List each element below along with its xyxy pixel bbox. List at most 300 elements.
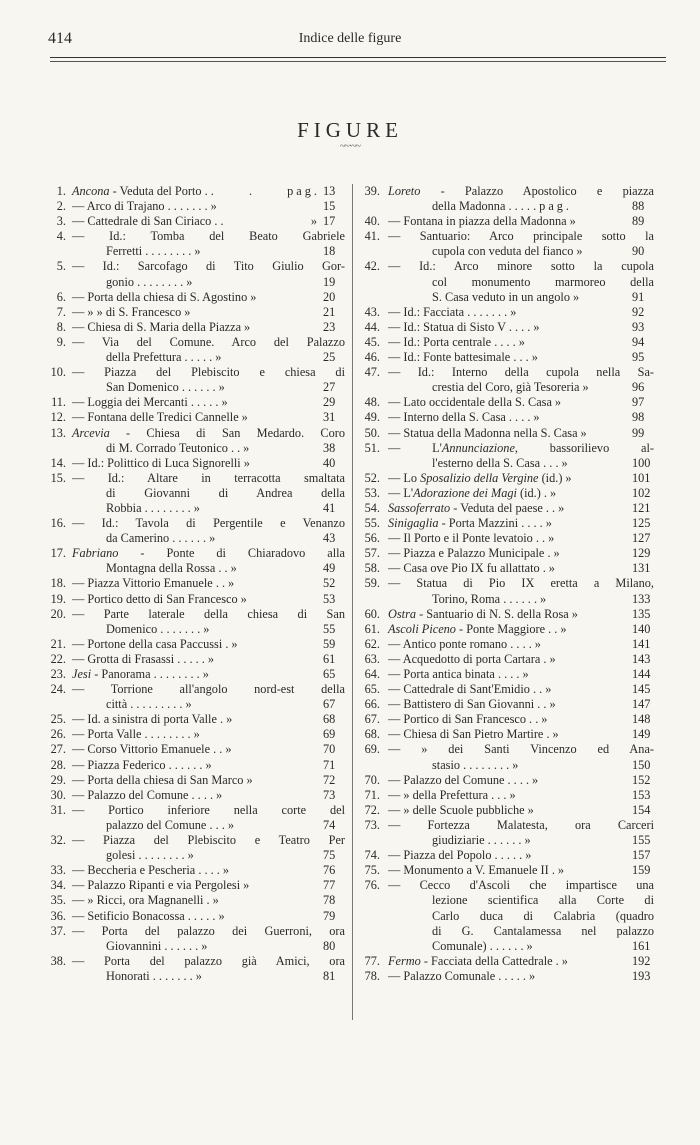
figure-number: 53. bbox=[364, 485, 380, 500]
dot-leader: » bbox=[540, 591, 550, 606]
entry-text bbox=[72, 456, 241, 471]
dot-leader: » bbox=[241, 410, 251, 425]
entry-caption: - Porta Mazzini . . . . bbox=[438, 516, 543, 531]
figure-entry bbox=[48, 546, 345, 576]
entry-text bbox=[388, 410, 530, 425]
dot-leader: » bbox=[553, 546, 563, 561]
page-ref: 149 bbox=[632, 727, 651, 742]
figure-entry bbox=[48, 229, 345, 259]
dot-leader: » bbox=[221, 395, 231, 410]
dot-leader: » bbox=[558, 500, 568, 515]
entry-line bbox=[360, 833, 654, 848]
page-ref: 159 bbox=[632, 863, 651, 878]
entry-line bbox=[48, 410, 345, 425]
entry-caption: — Palazzo del Comune . . . . bbox=[72, 787, 214, 802]
entry-line bbox=[360, 773, 654, 788]
entry-text bbox=[432, 592, 537, 607]
entry-text bbox=[72, 592, 238, 607]
entry-line bbox=[48, 229, 345, 244]
entry-caption: — Portone della casa Paccussi . bbox=[72, 636, 229, 651]
entry-caption: — Santuario: Arco principale sotto la bbox=[388, 229, 654, 244]
entry-line bbox=[360, 909, 654, 924]
entry-text bbox=[72, 742, 222, 757]
entry-caption: — Porta del palazzo già Amici, ora bbox=[72, 953, 345, 968]
dot-leader: » bbox=[194, 244, 204, 259]
section-title: FIGURE bbox=[297, 118, 403, 142]
entry-caption: — » della Prefettura . . . bbox=[388, 787, 507, 802]
figure-number: 54. bbox=[364, 500, 380, 515]
entry-line bbox=[48, 607, 345, 622]
entry-line bbox=[48, 441, 345, 456]
dot-leader: » bbox=[212, 893, 222, 908]
page-ref: 76 bbox=[323, 863, 336, 878]
dot-leader: » bbox=[573, 289, 583, 304]
figure-entry bbox=[48, 305, 345, 320]
page-ref: 18 bbox=[323, 244, 336, 259]
entry-caption: — Lo Sposalizio della Vergine (id.) bbox=[388, 470, 563, 485]
page-ref: 21 bbox=[323, 304, 336, 319]
figure-entry bbox=[360, 395, 654, 410]
entry-line bbox=[48, 365, 345, 380]
entry-line bbox=[360, 788, 654, 803]
entry-text bbox=[388, 622, 557, 637]
entry-caption: — Il Porto e il Ponte levatoio . . bbox=[388, 531, 546, 546]
dot-leader: » bbox=[510, 304, 520, 319]
figure-number: 69. bbox=[364, 742, 380, 757]
entry-line bbox=[48, 893, 345, 908]
entry-caption: — Id.: Facciata . . . . . . . bbox=[388, 304, 508, 319]
figure-entry bbox=[360, 184, 654, 214]
dot-leader: » bbox=[561, 455, 571, 470]
page-ref: 70 bbox=[323, 742, 336, 757]
entry-line bbox=[360, 350, 654, 365]
figure-number: 23. bbox=[50, 667, 66, 681]
dot-leader: » bbox=[215, 350, 225, 365]
figure-number: 41. bbox=[364, 229, 380, 244]
entry-caption: Montagna della Rossa . . bbox=[106, 561, 228, 576]
entry-line bbox=[360, 939, 654, 954]
figure-entry bbox=[48, 682, 345, 712]
page-ref: 99 bbox=[632, 425, 645, 440]
entry-caption: - Veduta del paese . . bbox=[450, 500, 556, 515]
figure-number: 70. bbox=[364, 772, 380, 787]
entry-caption: — Fontana in piazza della Madonna bbox=[388, 214, 567, 229]
figure-number: 43. bbox=[364, 304, 380, 319]
entry-caption: — Arco di Trajano . . . . . . . bbox=[72, 199, 208, 214]
dot-leader: » bbox=[187, 848, 197, 863]
figure-list-right bbox=[360, 184, 654, 984]
entry-line bbox=[48, 486, 345, 501]
dot-leader: » bbox=[230, 561, 240, 576]
figure-entry bbox=[48, 712, 345, 727]
figure-number: 22. bbox=[50, 651, 66, 666]
entry-line bbox=[360, 410, 654, 425]
dot-leader: » bbox=[218, 908, 228, 923]
entry-text bbox=[72, 909, 215, 924]
page-ref: 75 bbox=[323, 848, 336, 863]
entry-caption: col monumento marmoreo della bbox=[432, 274, 654, 289]
dot-leader: » bbox=[528, 968, 539, 983]
figure-entry bbox=[360, 471, 654, 486]
page-ref: 150 bbox=[632, 757, 651, 772]
entry-caption: — Porta della chiesa di S. Agostino bbox=[72, 289, 248, 304]
entry-caption: — Id.: Tomba del Beato Gabriele bbox=[72, 229, 345, 244]
entry-text bbox=[72, 184, 208, 199]
dot-leader: » bbox=[580, 425, 590, 440]
figure-entry bbox=[48, 335, 345, 365]
entry-line bbox=[48, 667, 345, 682]
entry-text bbox=[388, 531, 545, 546]
entry-text bbox=[388, 546, 551, 561]
page-ref: 71 bbox=[323, 757, 336, 772]
page-ref: 157 bbox=[632, 848, 651, 863]
figure-number: 74. bbox=[364, 848, 380, 863]
figure-number: 15. bbox=[50, 470, 66, 485]
dot-leader: » bbox=[533, 319, 543, 334]
figure-entry bbox=[360, 350, 654, 365]
entry-line bbox=[48, 531, 345, 546]
entry-text bbox=[388, 501, 555, 516]
entry-text bbox=[388, 335, 516, 350]
entry-text bbox=[72, 576, 225, 591]
figure-number: 34. bbox=[50, 878, 66, 893]
entry-text bbox=[388, 426, 578, 441]
figure-entry bbox=[360, 637, 654, 652]
page-ref: 91 bbox=[632, 289, 645, 304]
dot-leader: » bbox=[228, 576, 238, 591]
entry-text bbox=[106, 380, 216, 395]
entry-line bbox=[48, 758, 345, 773]
page-ref: 152 bbox=[632, 772, 651, 787]
entry-caption: Comunale) . . . . . . bbox=[432, 938, 524, 953]
page-ref: 101 bbox=[632, 470, 651, 485]
entry-line bbox=[48, 833, 345, 848]
place-name: Ascoli Piceno bbox=[388, 621, 456, 636]
figure-number: 47. bbox=[364, 365, 380, 380]
figure-entry bbox=[48, 516, 345, 546]
entry-text bbox=[388, 803, 525, 818]
page-ref: 95 bbox=[632, 350, 645, 365]
entry-text bbox=[388, 652, 546, 667]
page-ref: 13 bbox=[323, 184, 336, 198]
figure-number: 72. bbox=[364, 802, 380, 817]
dot-leader: » bbox=[531, 350, 541, 365]
entry-caption: di M. Corrado Teutonico . . bbox=[106, 440, 241, 455]
dot-leader: » bbox=[250, 289, 260, 304]
entry-text bbox=[72, 773, 243, 788]
dot-leader: » bbox=[226, 712, 236, 727]
figure-entry bbox=[48, 954, 345, 984]
entry-line bbox=[48, 652, 345, 667]
page-ref: 53 bbox=[323, 591, 336, 606]
entry-caption: Robbia . . . . . . . . bbox=[106, 500, 191, 515]
page-ref: 89 bbox=[632, 214, 645, 229]
entry-line bbox=[48, 214, 345, 229]
entry-line bbox=[360, 637, 654, 652]
entry-caption: della Prefettura . . . . . bbox=[106, 350, 213, 365]
figure-number: 9. bbox=[56, 334, 66, 349]
entry-text bbox=[72, 758, 202, 773]
entry-caption: — Monumento a V. Emanuele II . bbox=[388, 863, 555, 878]
figure-number: 26. bbox=[50, 727, 66, 742]
entry-line bbox=[48, 924, 345, 939]
entry-caption: — Chiesa di San Pietro Martire . bbox=[388, 727, 550, 742]
dot-leader: » bbox=[527, 802, 537, 817]
figure-number: 48. bbox=[364, 395, 380, 410]
entry-caption: palazzo del Comune . . . bbox=[106, 817, 225, 832]
entry-caption: San Domenico . . . . . . bbox=[106, 380, 216, 395]
column-divider bbox=[352, 184, 353, 1020]
place-name: Fermo bbox=[388, 953, 421, 968]
dot-leader: » bbox=[512, 757, 522, 772]
dot-leader: » bbox=[525, 848, 535, 863]
figure-entry bbox=[48, 667, 345, 682]
entry-caption: — Id.: Sarcofago di Tito Giulio Gor- bbox=[72, 259, 345, 274]
entry-caption: - Panorama . . . . . . . . bbox=[91, 667, 200, 681]
entry-caption: — Id.: Polittico di Luca Signorelli bbox=[72, 455, 241, 470]
dot-leader: . . pag. bbox=[210, 184, 320, 198]
figure-entry bbox=[360, 788, 654, 803]
place-name: Sinigaglia bbox=[388, 516, 439, 531]
place-name: Ostra bbox=[388, 606, 417, 621]
entry-caption: — Porta Valle . . . . . . . . bbox=[72, 727, 191, 742]
figure-entry bbox=[360, 426, 654, 441]
entry-line bbox=[360, 456, 654, 471]
entry-line bbox=[48, 954, 345, 969]
entry-text bbox=[72, 320, 241, 335]
dot-leader: » bbox=[209, 531, 219, 546]
entry-line bbox=[48, 305, 345, 320]
entry-caption: — Id.: Arco minore sotto la cupola bbox=[388, 259, 654, 274]
entry-line bbox=[48, 622, 345, 637]
entry-text bbox=[388, 788, 507, 803]
entry-line bbox=[48, 184, 345, 199]
figure-number: 56. bbox=[364, 531, 380, 546]
dot-leader: » bbox=[207, 651, 218, 666]
figure-entry bbox=[360, 501, 654, 516]
page-ref: 27 bbox=[323, 380, 336, 395]
entry-caption: — Battistero di San Giovanni . . bbox=[388, 697, 547, 712]
entry-caption: — Piazza e Palazzo Municipale . bbox=[388, 546, 551, 561]
entry-text bbox=[72, 214, 217, 229]
entry-text bbox=[106, 622, 200, 637]
dot-leader: » bbox=[216, 787, 226, 802]
place-name: Sassoferrato bbox=[388, 500, 451, 515]
dot-leader: » bbox=[202, 667, 212, 681]
figure-entry bbox=[48, 290, 345, 305]
page-ref: 20 bbox=[323, 289, 336, 304]
page-ref: 147 bbox=[632, 697, 651, 712]
figure-number: 35. bbox=[50, 893, 66, 908]
figure-number: 40. bbox=[364, 214, 380, 229]
dot-leader: » bbox=[565, 470, 575, 485]
entry-caption: — Id.: Tavola di Pergentile e Venanzo bbox=[72, 516, 345, 531]
title-ornament: ~~·~~ bbox=[340, 141, 360, 152]
entry-caption: Giovannini . . . . . . bbox=[106, 938, 199, 953]
dot-leader: » bbox=[532, 772, 542, 787]
entry-line bbox=[48, 426, 345, 441]
figure-entry bbox=[360, 335, 654, 350]
figure-number: 3. bbox=[56, 214, 66, 229]
entry-line bbox=[48, 275, 345, 290]
entry-line bbox=[48, 546, 345, 561]
entry-line bbox=[360, 199, 654, 214]
figure-entry bbox=[48, 576, 345, 591]
dot-leader: » bbox=[545, 682, 555, 697]
figure-number: 59. bbox=[364, 576, 380, 591]
entry-caption: giudiziarie . . . . . . bbox=[432, 833, 522, 848]
figure-number: 31. bbox=[50, 802, 66, 817]
entry-line bbox=[48, 939, 345, 954]
page-ref: 140 bbox=[632, 621, 651, 636]
dot-leader: » bbox=[184, 304, 194, 319]
running-title: Indice delle figure bbox=[298, 31, 402, 46]
figure-entry bbox=[360, 742, 654, 772]
entry-line bbox=[360, 320, 654, 335]
figure-number: 64. bbox=[364, 667, 380, 681]
figure-number: 51. bbox=[364, 440, 380, 455]
entry-text bbox=[72, 652, 205, 667]
page-ref: 79 bbox=[323, 908, 336, 923]
figure-entry bbox=[48, 607, 345, 637]
figure-number: 29. bbox=[50, 772, 66, 787]
entry-caption: — Setificio Bonacossa . . . . . bbox=[72, 908, 216, 923]
page-ref: 125 bbox=[632, 516, 651, 531]
entry-text bbox=[106, 697, 183, 712]
entry-caption: — Cattedrale di San Ciriaco . bbox=[72, 214, 218, 229]
entry-text bbox=[72, 893, 210, 908]
entry-line bbox=[48, 516, 345, 531]
page-ref: 90 bbox=[632, 244, 645, 259]
entry-caption: l'esterno della S. Casa . . . bbox=[432, 455, 559, 470]
figure-entry bbox=[360, 214, 654, 229]
entry-text bbox=[388, 607, 569, 622]
page-ref: 74 bbox=[323, 817, 336, 832]
entry-line bbox=[360, 652, 654, 667]
figure-number: 52. bbox=[364, 470, 380, 485]
entry-caption: gonio . . . . . . . . bbox=[106, 274, 184, 289]
entry-text bbox=[72, 199, 208, 214]
dot-leader: » bbox=[509, 787, 519, 802]
dot-leader: » bbox=[518, 334, 528, 349]
dot-leader: » bbox=[576, 244, 586, 259]
dot-leader: » bbox=[571, 606, 581, 621]
italic-title: Adorazione dei Magi bbox=[413, 485, 517, 500]
page-ref: 73 bbox=[323, 787, 336, 802]
figure-entry bbox=[360, 954, 654, 969]
dot-leader: » bbox=[240, 591, 250, 606]
entry-line bbox=[360, 290, 654, 305]
figure-entry bbox=[360, 410, 654, 425]
dot-leader: » bbox=[554, 395, 565, 410]
entry-line bbox=[360, 622, 654, 637]
entry-text bbox=[432, 456, 559, 471]
figure-entry bbox=[48, 471, 345, 516]
entry-text bbox=[432, 758, 509, 773]
entry-line bbox=[360, 365, 654, 380]
figure-number: 10. bbox=[50, 365, 66, 380]
figure-entry bbox=[48, 924, 345, 954]
figure-number: 55. bbox=[364, 516, 380, 531]
entry-caption: - Palazzo Apostolico e piazza bbox=[420, 184, 654, 198]
figure-entry bbox=[360, 486, 654, 501]
figure-entry bbox=[360, 773, 654, 788]
entry-text bbox=[106, 275, 183, 290]
figure-number: 2. bbox=[56, 199, 66, 214]
entry-line bbox=[360, 818, 654, 833]
page-ref: 25 bbox=[323, 350, 336, 365]
entry-line bbox=[48, 863, 345, 878]
entry-line bbox=[360, 803, 654, 818]
dot-leader: » bbox=[193, 727, 203, 742]
entry-line bbox=[48, 561, 345, 576]
entry-text bbox=[106, 441, 240, 456]
entry-caption: — Cecco d'Ascoli che impartisce una bbox=[388, 878, 654, 893]
entry-caption: della Madonna . . . . . bbox=[432, 199, 537, 214]
figure-number: 60. bbox=[364, 606, 380, 621]
entry-text bbox=[388, 682, 542, 697]
entry-text bbox=[388, 848, 522, 863]
entry-text bbox=[388, 969, 526, 984]
entry-caption: — L'Annunciazione, bassorilievo al- bbox=[388, 440, 654, 455]
entry-line bbox=[360, 441, 654, 456]
page-ref: 67 bbox=[323, 697, 336, 712]
dot-leader: » bbox=[243, 440, 253, 455]
figure-number: 7. bbox=[56, 304, 66, 319]
page-ref: 131 bbox=[632, 561, 651, 576]
dot-leader: » bbox=[550, 485, 560, 500]
entry-text bbox=[388, 320, 530, 335]
entry-caption: - Chiesa di San Medardo. Coro bbox=[109, 425, 345, 440]
place-name: Arcevia bbox=[72, 425, 110, 440]
entry-text bbox=[72, 395, 219, 410]
dot-leader: » bbox=[210, 199, 220, 214]
figure-entry bbox=[48, 863, 345, 878]
header-rule-thin bbox=[50, 61, 666, 62]
page-ref: 133 bbox=[632, 591, 651, 606]
figure-entry bbox=[360, 818, 654, 848]
entry-caption: — Palazzo Comunale . . . . . bbox=[388, 968, 526, 983]
figure-number: 20. bbox=[50, 606, 66, 621]
page-ref: 97 bbox=[632, 395, 645, 410]
entry-caption: — Loggia dei Mercanti . . . . . bbox=[72, 395, 219, 410]
page-ref: 102 bbox=[632, 485, 651, 500]
figure-number: 42. bbox=[364, 259, 380, 274]
entry-caption: — Torrione all'angolo nord-est della bbox=[72, 682, 345, 697]
dot-leader: » bbox=[246, 772, 256, 787]
entry-caption: — Id. a sinistra di porta Valle . bbox=[72, 712, 224, 727]
page-ref: 135 bbox=[632, 606, 651, 621]
entry-line bbox=[48, 199, 345, 214]
entry-text bbox=[106, 969, 193, 984]
figure-number: 17. bbox=[50, 546, 66, 561]
figure-number: 37. bbox=[50, 923, 66, 938]
entry-text bbox=[388, 637, 532, 652]
entry-text bbox=[432, 380, 579, 395]
entry-caption: di G. Cantalamessa nel palazzo bbox=[432, 923, 654, 938]
dot-leader: » bbox=[227, 817, 237, 832]
entry-caption: — Palazzo del Comune . . . . bbox=[388, 772, 530, 787]
dot-leader: . » bbox=[220, 214, 320, 229]
entry-line bbox=[48, 335, 345, 350]
figure-entry bbox=[360, 365, 654, 395]
entry-caption: — Interno della S. Casa . . . . bbox=[388, 410, 531, 425]
entry-caption: — Chiesa di S. Maria della Piazza bbox=[72, 319, 242, 334]
figure-entry bbox=[360, 561, 654, 576]
dot-leader: » bbox=[205, 757, 215, 772]
entry-line bbox=[48, 727, 345, 742]
entry-text bbox=[432, 199, 536, 214]
